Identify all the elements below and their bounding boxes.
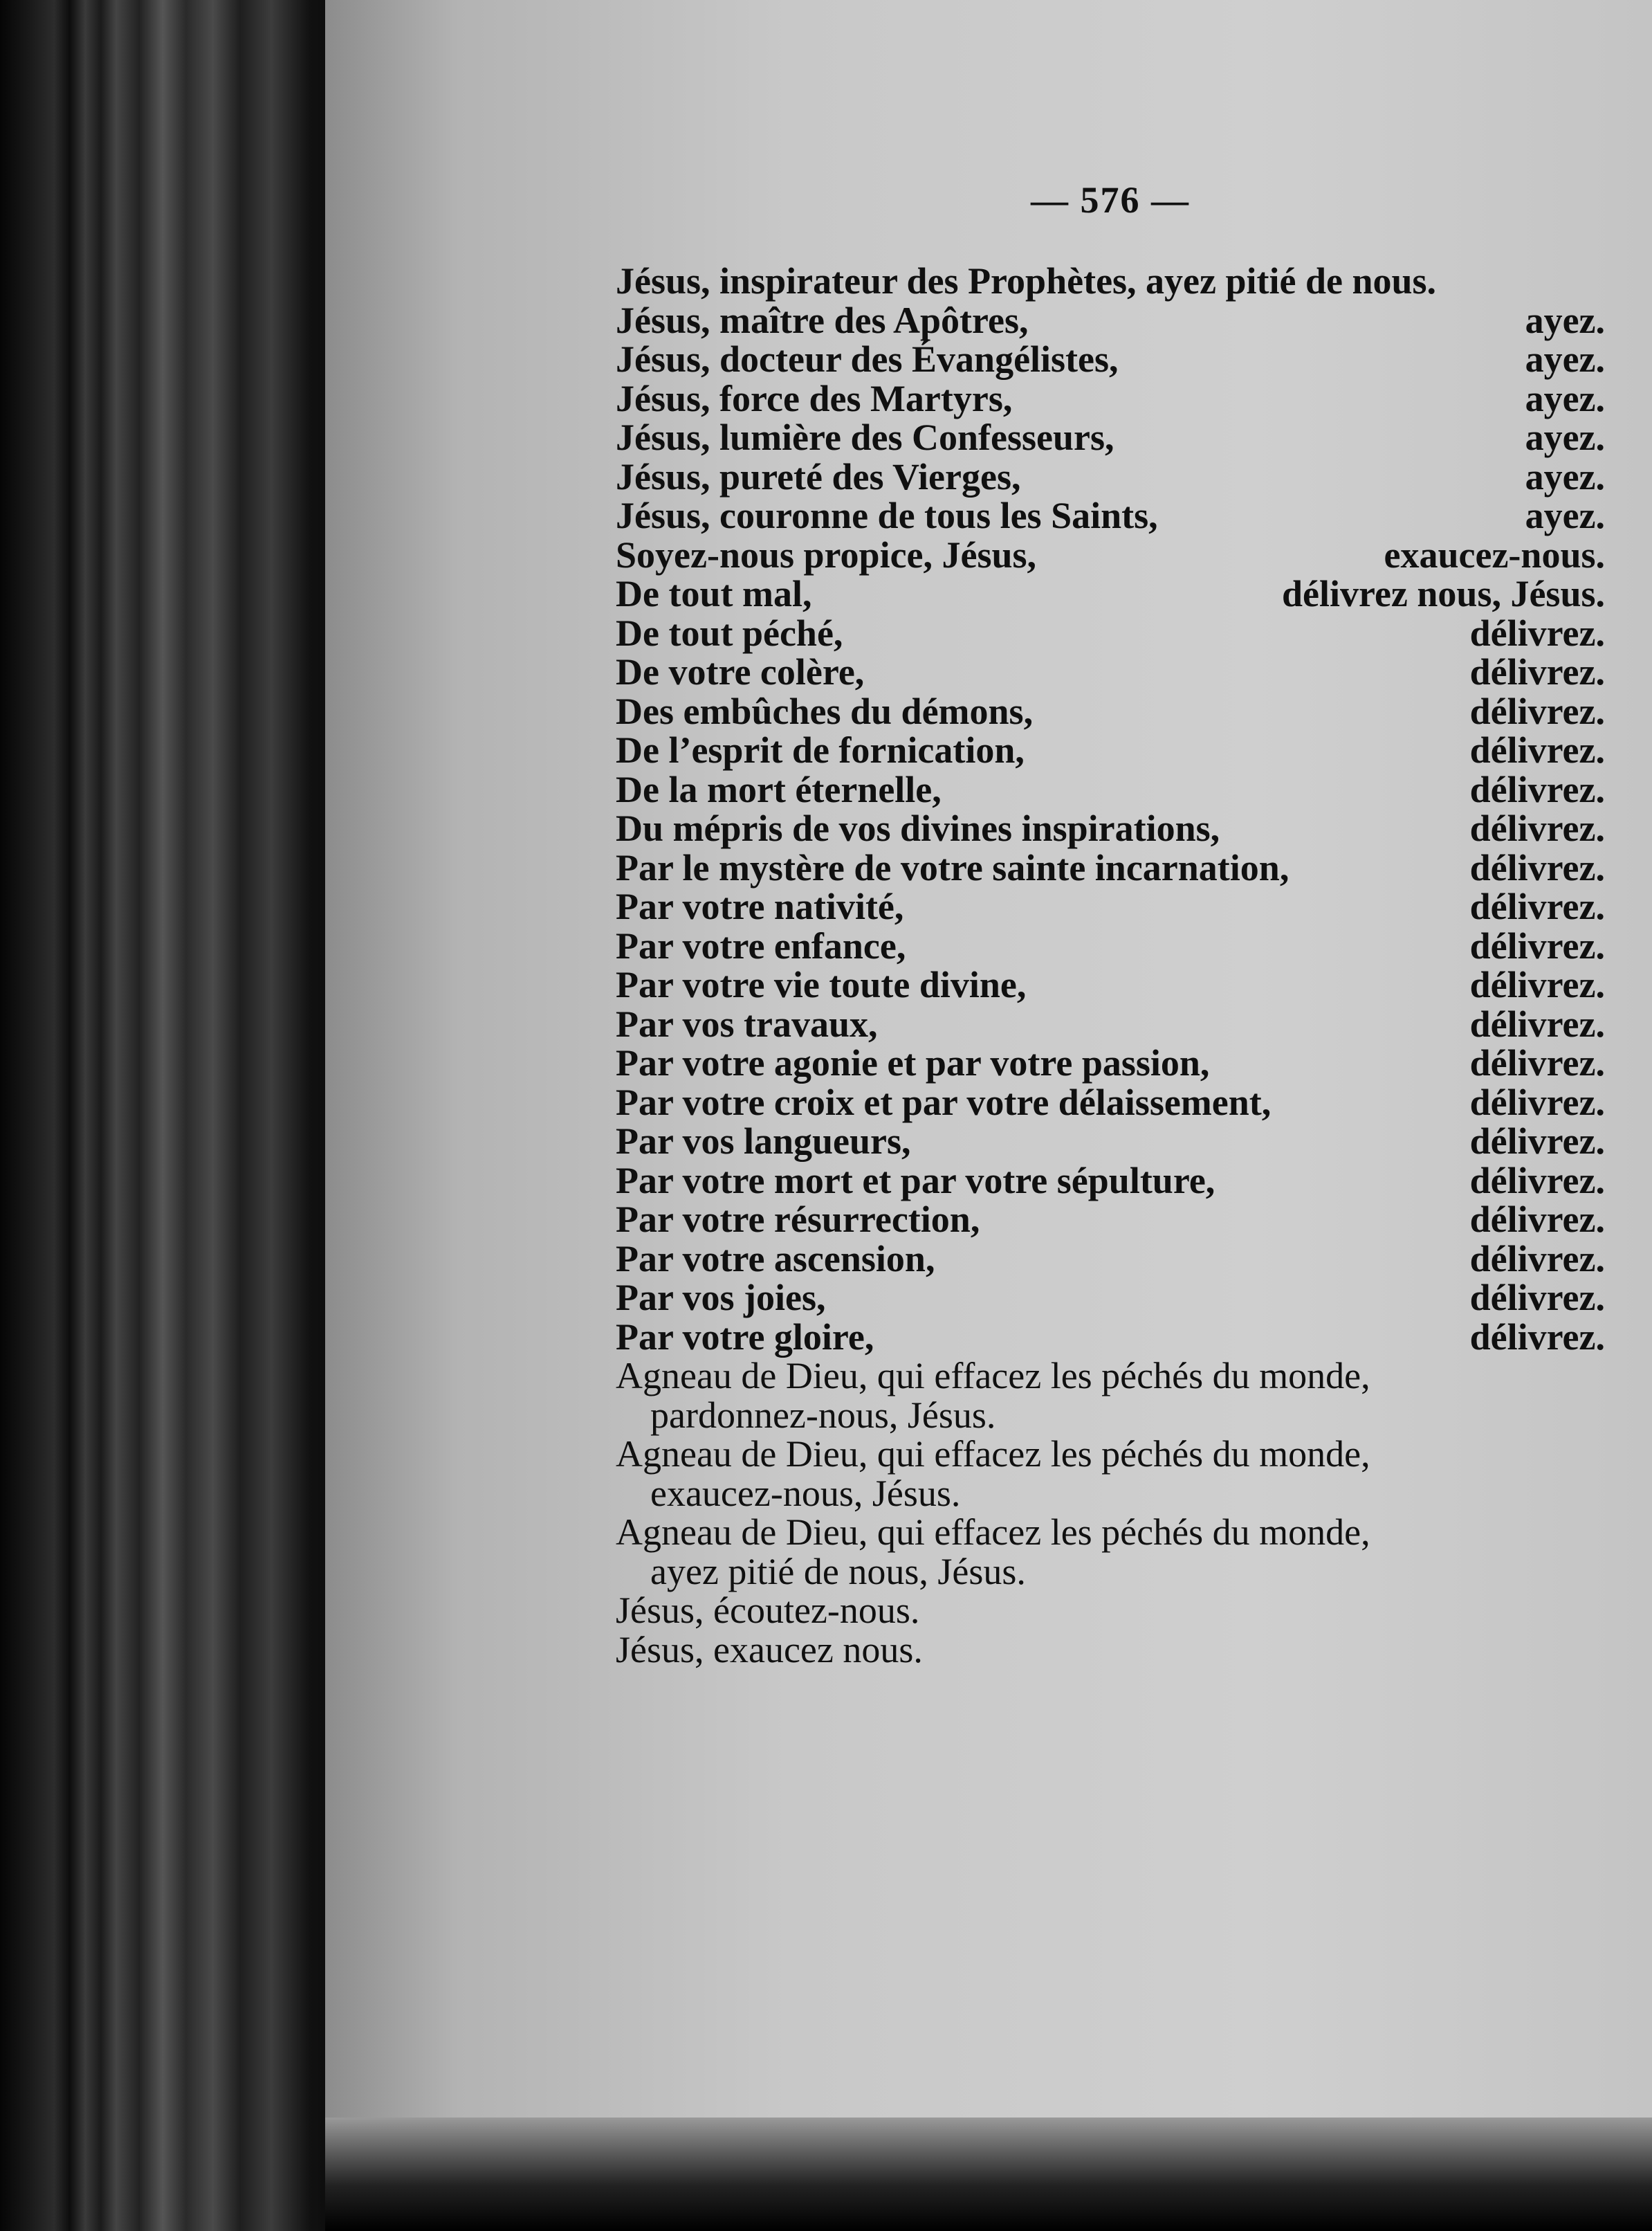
litany-line bbox=[616, 1083, 1605, 1122]
litany-line bbox=[616, 1239, 1605, 1279]
page-number: — 576 — bbox=[1031, 179, 1190, 221]
agnus-continuation bbox=[616, 1396, 1605, 1435]
litany-line bbox=[616, 496, 1605, 536]
closing-text: Jésus, écoutez-nous. bbox=[616, 1590, 920, 1631]
invocation: Jésus, pureté des Vierges, bbox=[616, 455, 1021, 498]
agnus-line bbox=[616, 1513, 1605, 1552]
response: délivrez. bbox=[1469, 612, 1605, 654]
invocation: De la mort éternelle, bbox=[616, 768, 942, 810]
invocation: Soyez-nous propice, Jésus, bbox=[616, 534, 1037, 576]
response: délivrez. bbox=[1469, 808, 1605, 849]
invocation: Par vos travaux, bbox=[616, 1003, 878, 1045]
invocation: De votre colère, bbox=[616, 651, 865, 693]
response: délivrez. bbox=[1469, 768, 1605, 810]
litany-line bbox=[616, 574, 1605, 614]
litany-line bbox=[616, 692, 1605, 731]
response: délivrez nous, Jésus. bbox=[1281, 573, 1605, 614]
response: ayez. bbox=[1525, 417, 1605, 458]
litany-line bbox=[616, 614, 1605, 653]
invocation: Par votre mort et par votre sépulture, bbox=[616, 1159, 1215, 1201]
litany-line bbox=[616, 1315, 1605, 1358]
invocation: Des embûches du démons, bbox=[616, 690, 1034, 732]
response: délivrez. bbox=[1469, 729, 1605, 771]
invocation: Jésus, force des Martyrs, bbox=[616, 377, 1013, 419]
litany-line bbox=[616, 301, 1605, 340]
invocation: Jésus, maître des Apôtres, bbox=[616, 299, 1029, 341]
response: délivrez. bbox=[1469, 846, 1605, 889]
agnus-line bbox=[616, 1356, 1605, 1396]
litany-line bbox=[616, 965, 1605, 1005]
litany-line bbox=[616, 1044, 1605, 1083]
invocation: Par votre enfance, bbox=[616, 925, 906, 967]
closing-line bbox=[616, 1630, 1605, 1670]
response: ayez. bbox=[1525, 338, 1605, 380]
invocation: Par vos langueurs, bbox=[616, 1120, 911, 1162]
response: délivrez. bbox=[1469, 1199, 1605, 1240]
response: ayez. bbox=[1525, 495, 1605, 536]
response: délivrez. bbox=[1469, 1315, 1605, 1358]
invocation: Par votre agonie et par votre passion, bbox=[616, 1042, 1210, 1084]
response: exaucez-nous. bbox=[1384, 534, 1605, 576]
response: délivrez. bbox=[1469, 1081, 1605, 1123]
invocation: De tout péché, bbox=[616, 612, 843, 654]
closing-text: Jésus, exaucez nous. bbox=[616, 1628, 923, 1670]
litany-line bbox=[616, 1278, 1605, 1318]
litany-line bbox=[616, 1005, 1605, 1044]
invocation: Par votre ascension, bbox=[616, 1237, 935, 1280]
agnus-text: Agneau de Dieu, qui effacez les péchés du monde, bbox=[616, 1511, 1370, 1553]
invocation: Jésus, inspirateur des Prophètes, ayez pitié de nous. bbox=[616, 260, 1437, 302]
litany-text bbox=[616, 262, 1605, 1669]
response: ayez. bbox=[1525, 455, 1605, 498]
litany-line bbox=[616, 1161, 1605, 1201]
response: délivrez. bbox=[1469, 1120, 1605, 1162]
response: délivrez. bbox=[1469, 1003, 1605, 1045]
litany-line bbox=[616, 1200, 1605, 1239]
invocation: De l’esprit de fornication, bbox=[616, 729, 1025, 771]
invocation: Par votre vie toute divine, bbox=[616, 964, 1027, 1005]
response: délivrez. bbox=[1469, 1277, 1605, 1318]
invocation: Par vos joies, bbox=[616, 1277, 826, 1318]
invocation: Par votre nativité, bbox=[616, 886, 904, 927]
agnus-line bbox=[616, 1435, 1605, 1474]
litany-line bbox=[616, 262, 1605, 301]
agnus-continuation bbox=[616, 1552, 1605, 1592]
response: délivrez. bbox=[1469, 1042, 1605, 1084]
response: délivrez. bbox=[1469, 925, 1605, 967]
litany-line bbox=[616, 340, 1605, 379]
invocation: Jésus, docteur des Évangélistes, bbox=[616, 338, 1119, 380]
response: délivrez. bbox=[1469, 1159, 1605, 1201]
agnus-cont: ayez pitié de nous, Jésus. bbox=[650, 1550, 1026, 1592]
litany-line bbox=[616, 927, 1605, 966]
litany-line bbox=[616, 770, 1605, 810]
agnus-cont: exaucez-nous, Jésus. bbox=[650, 1472, 961, 1514]
response: délivrez. bbox=[1469, 964, 1605, 1005]
litany-line bbox=[616, 809, 1605, 848]
closing-line bbox=[616, 1591, 1605, 1630]
agnus-text: Agneau de Dieu, qui effacez les péchés du monde, bbox=[616, 1433, 1370, 1475]
litany-line bbox=[616, 536, 1605, 575]
litany-line bbox=[616, 1122, 1605, 1161]
litany-line bbox=[616, 418, 1605, 457]
agnus-continuation bbox=[616, 1474, 1605, 1513]
page-bottom-shadow bbox=[325, 2118, 1652, 2231]
invocation: Jésus, lumière des Confesseurs, bbox=[616, 417, 1114, 458]
litany-line bbox=[616, 731, 1605, 770]
invocation: Jésus, couronne de tous les Saints, bbox=[616, 495, 1158, 536]
invocation: Par votre croix et par votre délaissement, bbox=[616, 1081, 1272, 1123]
invocation: De tout mal, bbox=[616, 573, 812, 614]
agnus-text: Agneau de Dieu, qui effacez les péchés du monde, bbox=[616, 1355, 1370, 1396]
invocation: Du mépris de vos divines inspirations, bbox=[616, 808, 1220, 849]
response: délivrez. bbox=[1469, 651, 1605, 693]
response: ayez. bbox=[1525, 299, 1605, 341]
response: ayez. bbox=[1525, 377, 1605, 419]
invocation: Par le mystère de votre sainte incarnation, bbox=[616, 846, 1290, 889]
litany-line bbox=[616, 848, 1605, 888]
litany-line bbox=[616, 457, 1605, 497]
response: délivrez. bbox=[1469, 1237, 1605, 1280]
invocation: Par votre gloire, bbox=[616, 1315, 874, 1358]
response: délivrez. bbox=[1469, 690, 1605, 732]
litany-line bbox=[616, 653, 1605, 692]
invocation: Par votre résurrection, bbox=[616, 1199, 980, 1240]
litany-line bbox=[616, 887, 1605, 927]
response: délivrez. bbox=[1469, 886, 1605, 927]
litany-line bbox=[616, 379, 1605, 419]
agnus-cont: pardonnez-nous, Jésus. bbox=[650, 1394, 996, 1436]
